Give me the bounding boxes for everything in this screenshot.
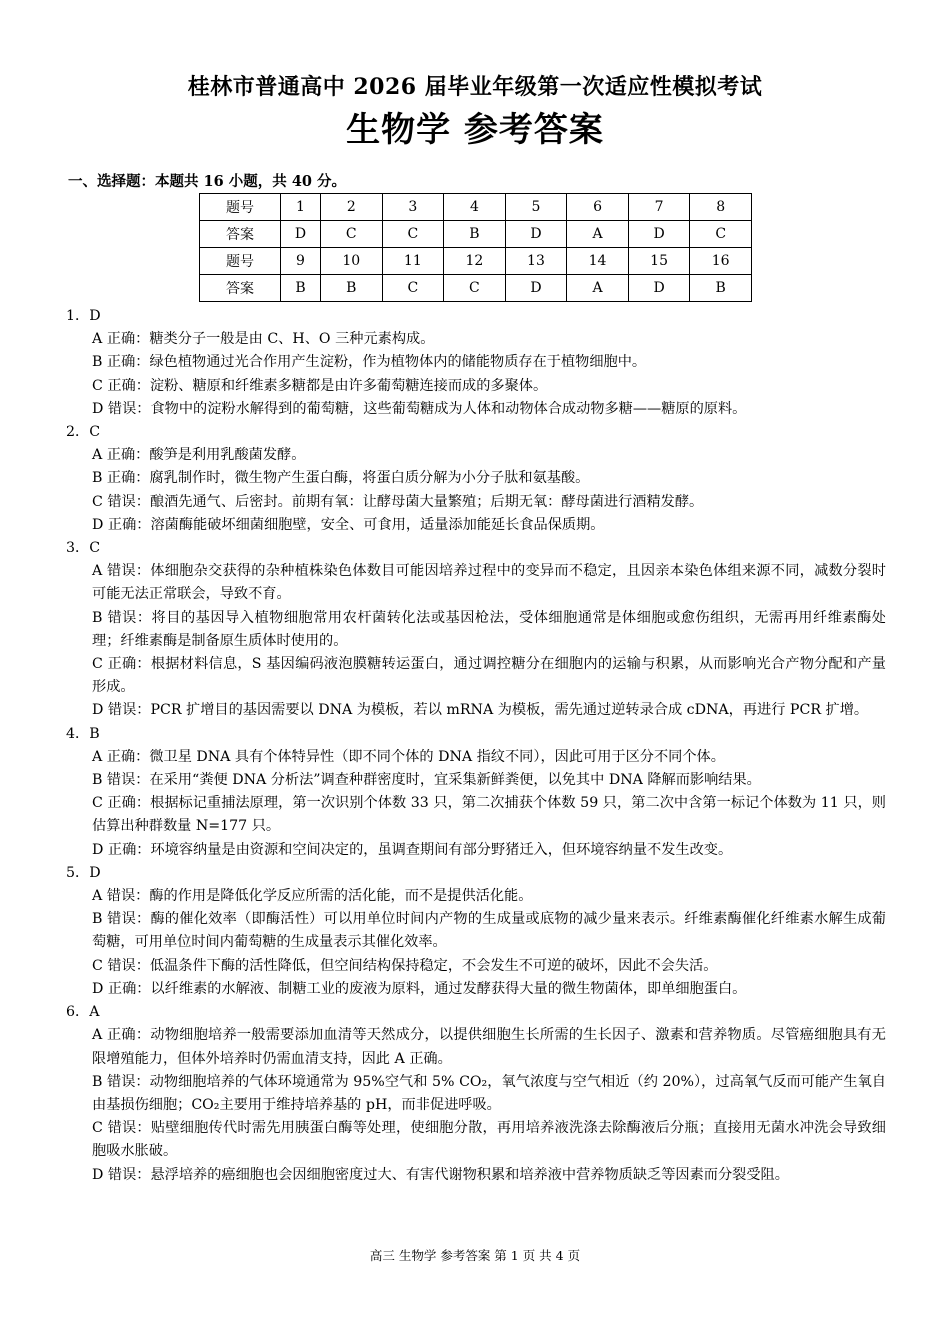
option-explanation: D 正确：溶菌酶能破坏细菌细胞壁，安全、可食用，适量添加能延长食品保质期。 — [92, 516, 605, 533]
option-explanation: C 正确：根据标记重捕法原理，第一次识别个体数 33 只，第二次捕获个体数 59 只，第二次中含第一标记个体数为 11 只，则估算出种群数量 N=177 只。 — [92, 795, 886, 835]
option-explanation: D 错误：PCR 扩增目的基因需要以 DNA 为模板，若以 mRNA 为模板，需先通过逆转录合成 cDNA，再进行 PCR 扩增。 — [92, 702, 869, 719]
answer-table-cell: 14 — [567, 248, 629, 275]
answer-table-row-label: 题号 — [200, 194, 281, 221]
option-explanation: C 错误：酿酒先通气、后密封。前期有氧：让酵母菌大量繁殖；后期无氧：酵母菌进行酒精发酵。 — [92, 493, 704, 510]
answer-table-cell: 4 — [444, 194, 506, 221]
answer-table-cell: 8 — [690, 194, 752, 221]
question-block — [66, 305, 886, 421]
question-answer-heading: 2．C — [66, 424, 101, 441]
option-explanation: B 错误：酶的催化效率（即酶活性）可以用单位时间内产物的生成量或底物的减少量来表示。纤维素酶催化纤维素水解生成葡萄糖，可用单位时间内葡萄糖的生成量表示其催化效率。 — [92, 911, 886, 951]
answer-table-cell: 13 — [505, 248, 567, 275]
question-answer-heading: 4．B — [66, 725, 100, 742]
answer-table-cell: C — [690, 221, 752, 248]
answer-table-cell: B — [281, 275, 321, 302]
explanations — [66, 305, 886, 1187]
option-explanation: D 正确：以纤维素的水解液、制糖工业的废液为原料，通过发酵获得大量的微生物菌体，即单细胞蛋白。 — [92, 980, 747, 997]
section-heading: 一、选择题：本题共 16 小题，共 40 分。 — [68, 173, 347, 190]
answer-table-row — [200, 194, 752, 221]
answer-table-cell: 2 — [321, 194, 383, 221]
answer-table-cell: 11 — [382, 248, 444, 275]
answer-table-row-label: 题号 — [200, 248, 281, 275]
answer-table-cell: D — [628, 275, 690, 302]
option-explanation: A 错误：体细胞杂交获得的杂种植株染色体数目可能因培养过程中的变异而不稳定，且因亲本染色体组来源不同，减数分裂时可能无法正常联会，导致不育。 — [92, 563, 886, 603]
option-explanation: D 错误：食物中的淀粉水解得到的葡萄糖，这些葡萄糖成为人体和动物体合成动物多糖——糖原的原料。 — [92, 400, 747, 417]
page-footer: 高三 生物学 参考答案 第 1 页 共 4 页 — [369, 1248, 581, 1263]
answer-table-cell: 12 — [444, 248, 506, 275]
option-explanation: C 错误：低温条件下酶的活性降低，但空间结构保持稳定，不会发生不可逆的破坏，因此不会失活。 — [92, 957, 718, 974]
answer-table-row-label: 答案 — [200, 221, 281, 248]
answer-table-cell: D — [505, 275, 567, 302]
answer-table-row — [200, 248, 752, 275]
option-explanation: A 正确：动物细胞培养一般需要添加血清等天然成分，以提供细胞生长所需的生长因子、激素和营养物质。尽管癌细胞具有无限增殖能力，但体外培养时仍需血清支持，因此 A 正确。 — [92, 1027, 886, 1067]
answer-table-cell: 1 — [281, 194, 321, 221]
question-answer-heading: 6．A — [66, 1004, 100, 1021]
question-block — [66, 862, 886, 1001]
option-explanation: B 错误：将目的基因导入植物细胞常用农杆菌转化法或基因枪法，受体细胞通常是体细胞或愈伤组织，无需再用纤维素酶处理；纤维素酶是制备原生质体时使用的。 — [92, 609, 886, 649]
answer-table-cell: B — [444, 221, 506, 248]
answer-table-cell: D — [281, 221, 321, 248]
question-block — [66, 537, 886, 723]
answer-table-cell: A — [567, 221, 629, 248]
answer-table-cell: 5 — [505, 194, 567, 221]
answer-table-cell: 9 — [281, 248, 321, 275]
exam-title: 桂林市普通高中 2026 届毕业年级第一次适应性模拟考试 — [187, 74, 763, 100]
answer-table-cell: 10 — [321, 248, 383, 275]
answer-table-cell: A — [567, 275, 629, 302]
answer-table-cell: 6 — [567, 194, 629, 221]
option-explanation: B 正确：绿色植物通过光合作用产生淀粉，作为植物体内的储能物质存在于植物细胞中。 — [92, 354, 647, 371]
answer-table-cell: 16 — [690, 248, 752, 275]
option-explanation: C 正确：淀粉、糖原和纤维素多糖都是由许多葡萄糖连接而成的多聚体。 — [92, 377, 548, 394]
question-block — [66, 1001, 886, 1187]
answer-table-row-label: 答案 — [200, 275, 281, 302]
option-explanation: C 错误：贴壁细胞传代时需先用胰蛋白酶等处理，使细胞分散，再用培养液洗涤去除酶液后分瓶；直接用无菌水冲洗会导致细胞吸水胀破。 — [92, 1120, 886, 1160]
option-explanation: C 正确：根据材料信息，S 基因编码液泡膜糖转运蛋白，通过调控糖分在细胞内的运输与积累，从而影响光合产物分配和产量形成。 — [92, 656, 886, 696]
option-explanation: D 错误：悬浮培养的癌细胞也会因细胞密度过大、有害代谢物积累和培养液中营养物质缺乏等因素而分裂受阻。 — [92, 1166, 789, 1183]
question-block — [66, 421, 886, 537]
question-answer-heading: 5．D — [66, 864, 101, 881]
question-block — [66, 723, 886, 862]
option-explanation: A 错误：酶的作用是降低化学反应所需的活化能，而不是提供活化能。 — [92, 888, 533, 905]
option-explanation: B 错误：动物细胞培养的气体环境通常为 95%空气和 5% CO₂，氧气浓度与空气相近（约 20%），过高氧气反而可能产生氧自由基损伤细胞；CO₂主要用于维持培养基的 pH，而非促进呼吸。 — [92, 1073, 886, 1113]
answer-table-row — [200, 275, 752, 302]
answer-table-cell: 7 — [628, 194, 690, 221]
answer-table-cell: D — [628, 221, 690, 248]
answer-table-cell: C — [321, 221, 383, 248]
answer-table-row — [200, 221, 752, 248]
option-explanation: D 正确：环境容纳量是由资源和空间决定的，虽调查期间有部分野猪迁入，但环境容纳量不发生改变。 — [92, 841, 733, 858]
answer-table-cell: C — [382, 275, 444, 302]
option-explanation: A 正确：微卫星 DNA 具有个体特异性（即不同个体的 DNA 指纹不同），因此可用于区分不同个体。 — [92, 748, 725, 765]
answer-table-cell: B — [690, 275, 752, 302]
option-explanation: A 正确：酸笋是利用乳酸菌发酵。 — [92, 447, 306, 464]
answer-table — [199, 193, 752, 302]
option-explanation: B 错误：在采用“粪便 DNA 分析法”调查种群密度时，宜采集新鲜粪便，以免其中 DNA 降解而影响结果。 — [92, 772, 761, 789]
answer-table-cell: 15 — [628, 248, 690, 275]
answer-table-cell: 3 — [382, 194, 444, 221]
question-answer-heading: 3．C — [66, 540, 101, 557]
option-explanation: A 正确：糖类分子一般是由 C、H、O 三种元素构成。 — [92, 331, 435, 348]
answer-table-cell: C — [444, 275, 506, 302]
answer-table-cell: B — [321, 275, 383, 302]
question-answer-heading: 1．D — [66, 308, 101, 324]
option-explanation: B 正确：腐乳制作时，微生物产生蛋白酶，将蛋白质分解为小分子肽和氨基酸。 — [92, 470, 590, 487]
answer-table-cell: D — [505, 221, 567, 248]
document-title: 生物学 参考答案 — [346, 110, 604, 150]
answer-table-cell: C — [382, 221, 444, 248]
